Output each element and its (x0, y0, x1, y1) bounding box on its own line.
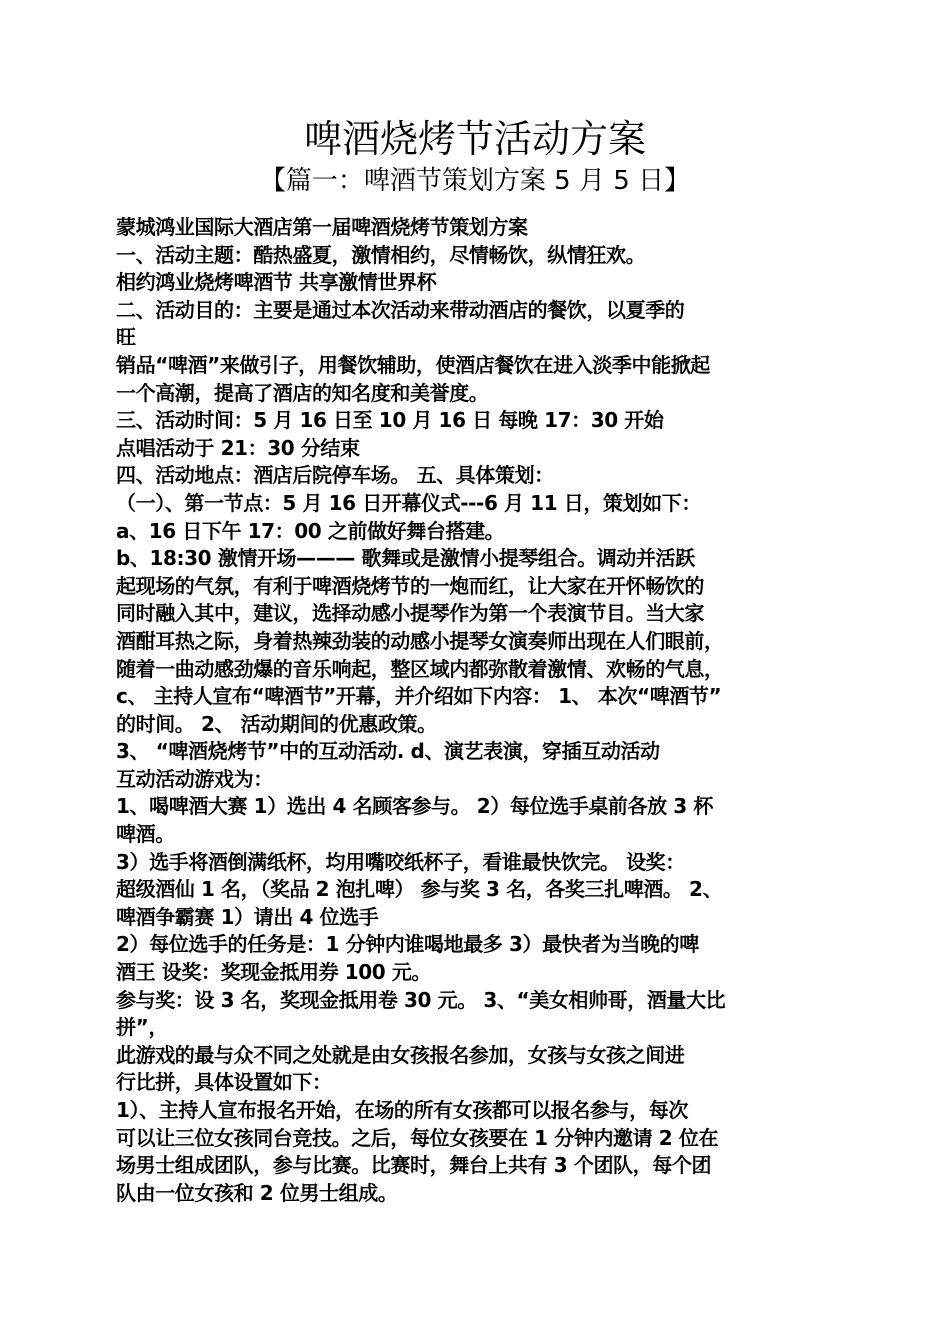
body-line: 起现场的气氛，有利于啤酒烧烤节的一炮而红，让大家在开怀畅饮的 (116, 573, 704, 598)
body-line: 此游戏的最与众不同之处就是由女孩报名参加，女孩与女孩之间进 (116, 1042, 685, 1067)
body-line: 酒王 设奖：奖现金抵用券 100 元。 (116, 960, 432, 985)
body-line: 相约鸿业烧烤啤酒节 共享激情世界杯 (116, 270, 437, 295)
body-line: 2）每位选手的任务是：1 分钟内谁喝地最多 3）最快者为当晚的啤 (116, 932, 699, 957)
body-line: 蒙城鸿业国际大酒店第一届啤酒烧烤节策划方案 (116, 215, 528, 239)
body-line: 一个高潮，提高了酒店的知名度和美誉度。 (116, 380, 489, 405)
body-line: 可以让三位女孩同台竞技。之后，每位女孩要在 1 分钟内邀请 2 位在 (116, 1125, 719, 1150)
body-line: 三、活动时间：5 月 16 日至 10 月 16 日 每晚 17：30 开始 (116, 408, 664, 433)
body-line: 3）选手将酒倒满纸杯，均用嘴咬纸杯子，看谁最快饮完。 设奖： (116, 849, 685, 874)
body-line: 销品“啤酒”来做引子，用餐饮辅助，使酒店餐饮在进入淡季中能掀起 (116, 352, 710, 377)
body-line: 同时融入其中，建议，选择动感小提琴作为第一个表演节目。当大家 (116, 601, 704, 626)
document-subtitle: 【篇一：啤酒节策划方案 5 月 5 日】 (259, 166, 691, 196)
body-line: 拼”， (116, 1015, 168, 1040)
body-line: 旺 (116, 325, 136, 350)
body-line: 二、活动目的：主要是通过本次活动来带动酒店的餐饮，以夏季的 (116, 297, 685, 322)
body-line: 随着一曲动感劲爆的音乐响起，整区域内都弥散着激情、欢畅的气息， (116, 656, 724, 681)
body-line: 队由一位女孩和 2 位男士组成。 (116, 1180, 398, 1205)
body-line: （一）、第一节点：5 月 16 日开幕仪式---6 月 11 日，策划如下： (116, 490, 701, 515)
body-line: 四、活动地点：酒店后院停车场。 五、具体策划： (116, 463, 554, 488)
body-line: 行比拼，具体设置如下： (116, 1070, 332, 1095)
body-line: 超级酒仙 1 名，（奖品 2 泡扎啤） 参与奖 3 名，各奖三扎啤酒。 2、 (116, 877, 723, 902)
body-line: 1）、主持人宣布报名开始，在场的所有女孩都可以报名参与，每次 (116, 1098, 688, 1122)
body-line: 3、 “啤酒烧烤节”中的互动活动. d、演艺表演，穿插互动活动 (116, 739, 660, 764)
document-body (116, 214, 856, 1207)
body-line: 参与奖：设 3 名，奖现金抵用卷 30 元。 3、“美女相帅哥，酒量大比 (116, 987, 726, 1012)
body-line: 点唱活动于 21：30 分结束 (116, 435, 360, 460)
document-title: 啤酒烧烤节活动方案 (303, 117, 646, 161)
body-line: 的时间。 2、 活动期间的优惠政策。 (116, 711, 437, 736)
body-line: c、 主持人宣布“啤酒节”开幕，并介绍如下内容： 1、 本次“啤酒节” (116, 684, 722, 709)
body-line: 酒酣耳热之际，身着热辣劲装的动感小提琴女演奏师出现在人们眼前， (116, 628, 724, 653)
body-line: 啤酒争霸赛 1）请出 4 位选手 (116, 904, 379, 929)
body-line: 一、活动主题：酷热盛夏，激情相约，尽情畅饮，纵情狂欢。 (116, 242, 646, 267)
body-line: 啤酒。 (116, 822, 175, 847)
body-line: 1、喝啤酒大赛 1）选出 4 名顾客参与。 2）每位选手桌前各放 3 杯 (116, 794, 713, 819)
body-line: b、18:30 激情开场——— 歌舞或是激情小提琴组合。调动并活跃 (116, 546, 695, 571)
body-line: 场男士组成团队，参与比赛。比赛时，舞台上共有 3 个团队，每个团 (116, 1153, 712, 1178)
body-line: a、16 日下午 17：00 之前做好舞台搭建。 (116, 518, 505, 543)
body-line: 互动活动游戏为： (116, 766, 273, 791)
